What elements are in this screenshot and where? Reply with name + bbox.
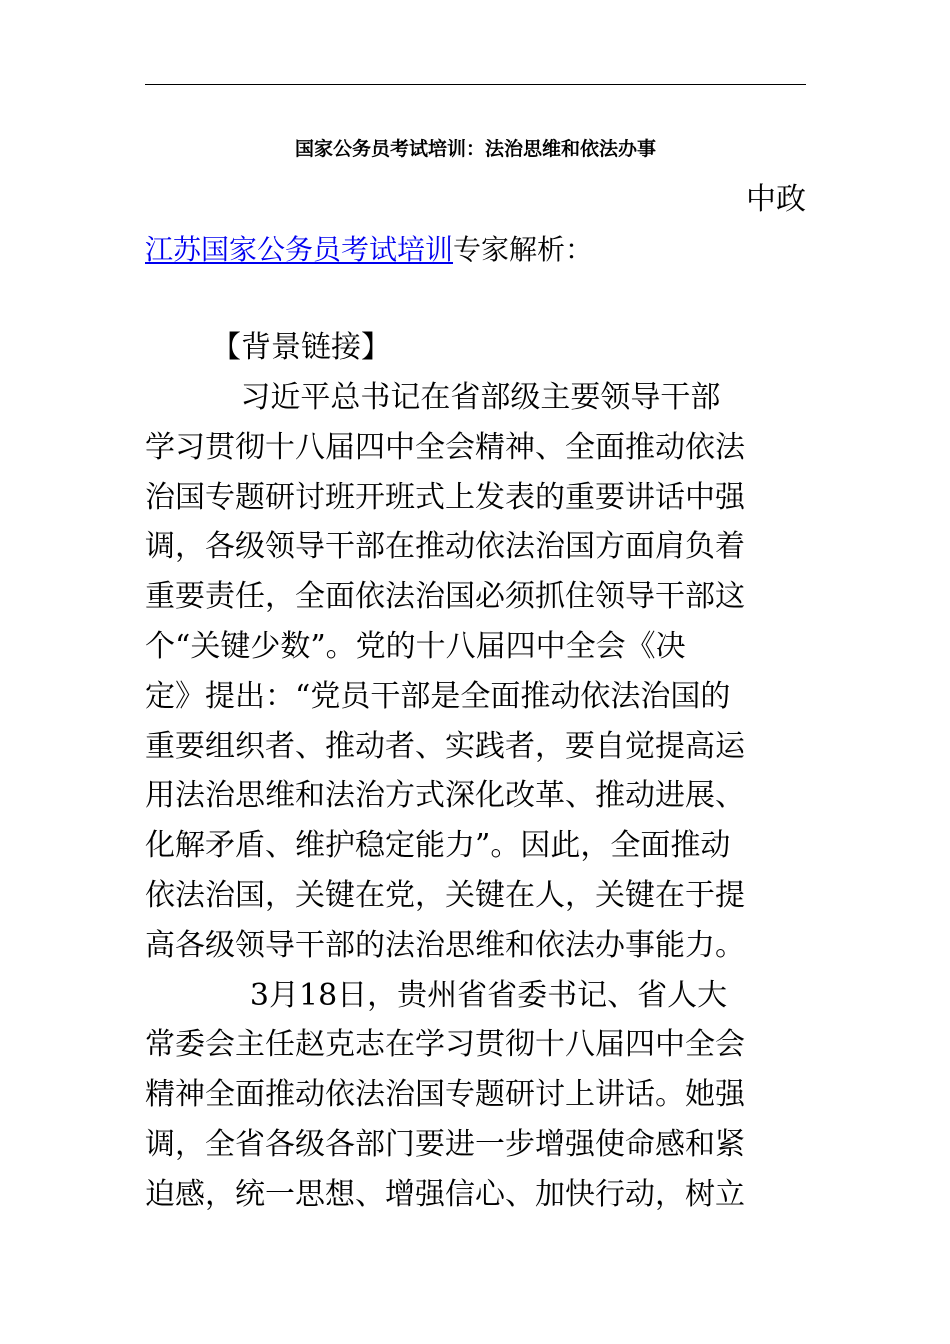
paragraph-line: 3月18日，贵州省省委书记、省人大 <box>145 977 728 1013</box>
paragraph-line: 治国专题研讨班开班式上发表的重要讲话中强 <box>145 479 745 515</box>
intro-suffix: 专家解析： <box>453 233 594 266</box>
paragraph-line: 调，全省各级各部门要进一步增强使命感和紧 <box>145 1127 745 1162</box>
paragraph-line: 依法治国，关键在党，关键在人，关键在于提 <box>145 878 745 913</box>
paragraph-line: 迫感，统一思想、增强信心、加快行动，树立 <box>145 1176 745 1212</box>
paragraph-line: 用法治思维和法治方式深化改革、推动进展、 <box>145 778 745 814</box>
paragraph-line: 高各级领导干部的法治思维和依法办事能力。 <box>145 927 745 963</box>
paragraph-line: 学习贯彻十八届四中全会精神、全面推动依法 <box>145 429 745 465</box>
paragraph-line: 精神全面推动依法治国专题研讨上讲话。她强 <box>145 1077 745 1113</box>
intro-line <box>145 228 593 272</box>
paragraph-line: 常委会主任赵克志在学习贯彻十八届四中全会 <box>145 1027 745 1063</box>
org-label: 中政 <box>746 182 806 217</box>
document-title: 国家公务员考试培训：法治思维和依法办事 <box>294 138 656 160</box>
section-heading: 【背景链接】 <box>211 330 391 365</box>
paragraph-line: 调，各级领导干部在推动依法治国方面肩负着 <box>145 529 745 565</box>
training-link[interactable]: 江苏国家公务员考试培训 <box>145 233 454 266</box>
paragraph-line: 定》提出：“党员干部是全面推动依法治国的 <box>145 678 731 714</box>
paragraph-line: 重要组织者、推动者、实践者，要自觉提高运 <box>145 728 745 764</box>
paragraph-line: 重要责任，全面依法治国必须抓住领导干部这 <box>145 579 745 615</box>
header-rule <box>145 84 806 85</box>
paragraph-line: 习近平总书记在省部级主要领导干部 <box>145 380 721 415</box>
paragraph-line: 化解矛盾、维护稳定能力”。因此，全面推动 <box>145 828 731 864</box>
paragraph-line: 个“关键少数”。党的十八届四中全会《决 <box>145 629 686 664</box>
